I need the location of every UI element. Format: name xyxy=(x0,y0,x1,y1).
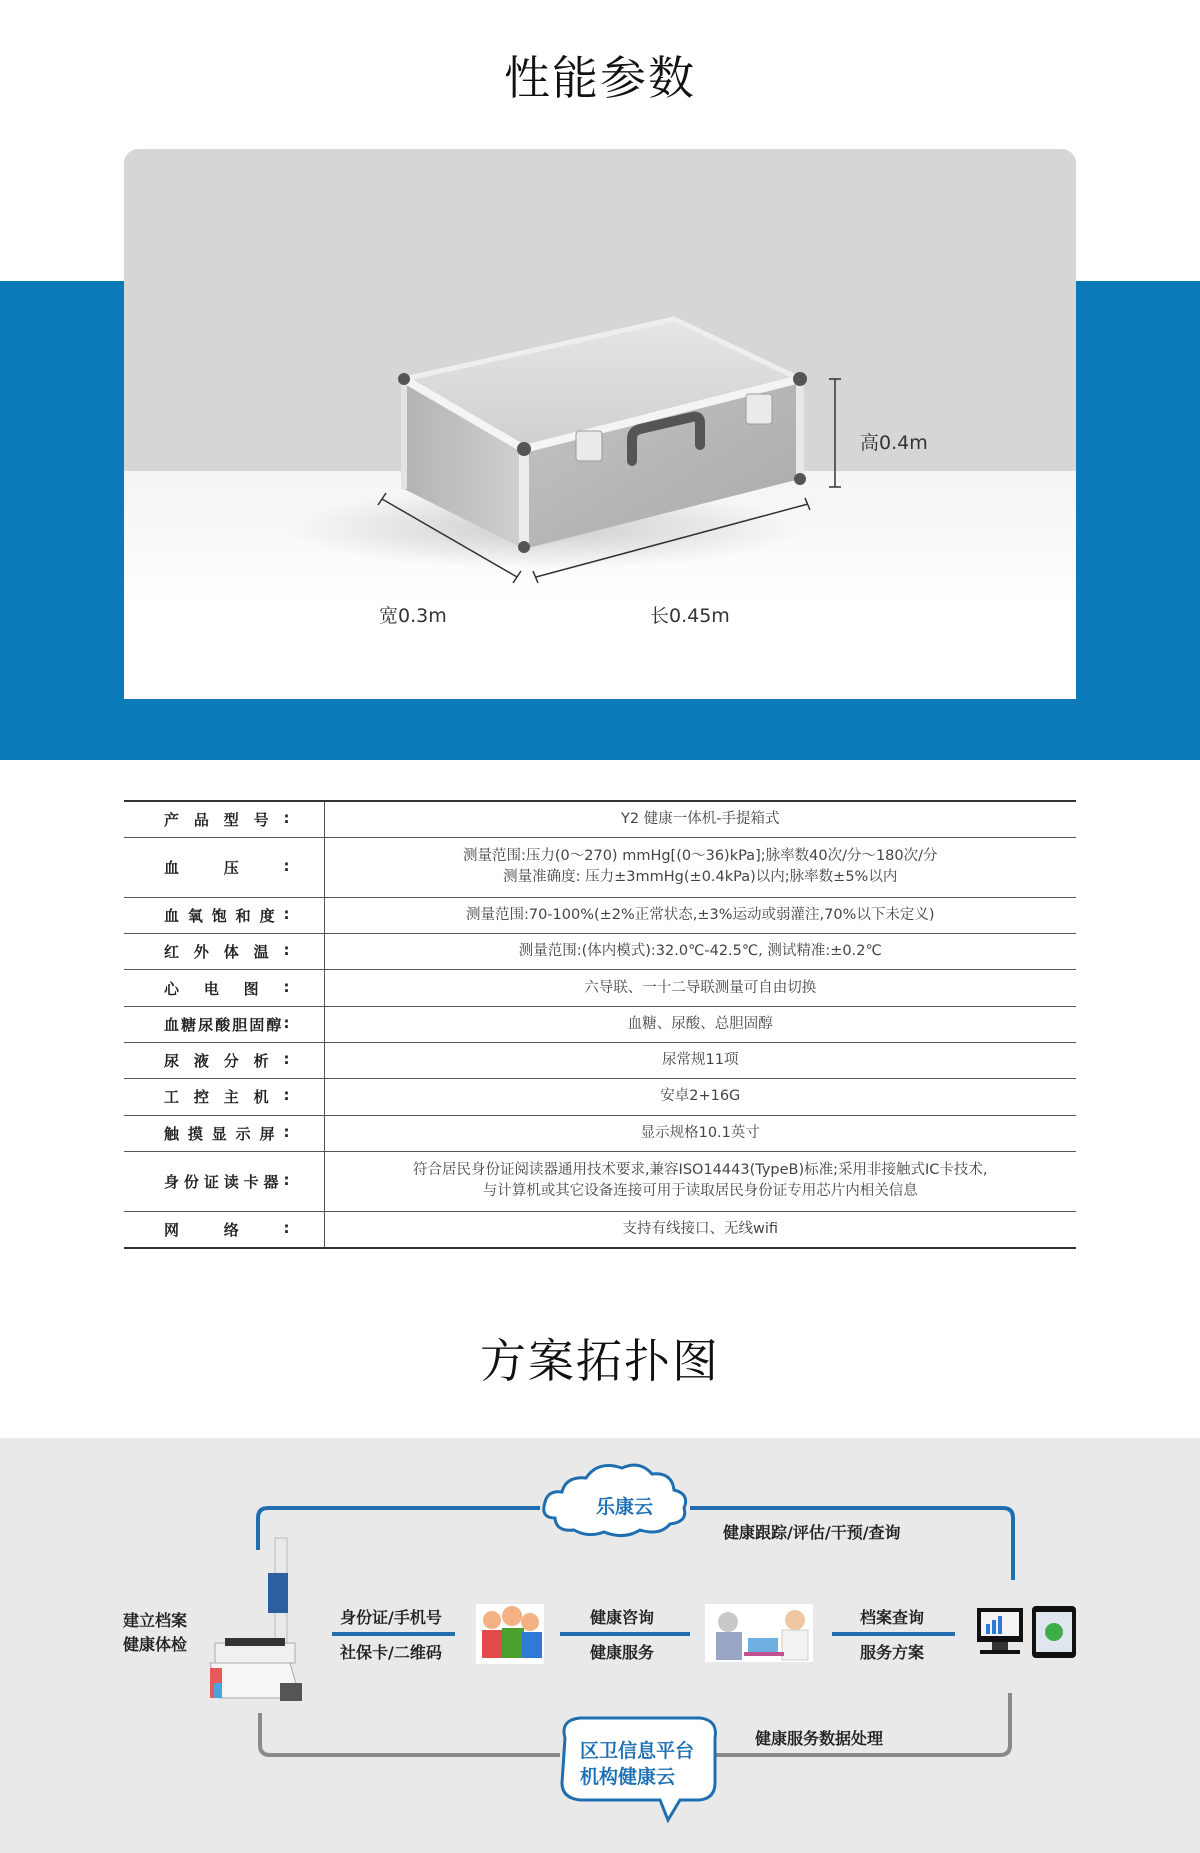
top-loop-line-right xyxy=(690,1508,1013,1580)
spec-value-line: 六导联、一十二导联测量可自由切换 xyxy=(584,979,817,996)
section-title-performance: 性能参数 xyxy=(504,51,696,105)
spec-value-line: 符合居民身份证阅读器通用技术要求,兼容ISO14443(TypeB)标准;采用非接触式IC卡技术, xyxy=(412,1162,988,1179)
bottom-right-label: 健康服务数据处理 xyxy=(755,1729,884,1748)
cloud-bottom-label-2: 机构健康云 xyxy=(580,1766,676,1788)
doctor-consult-icon xyxy=(705,1604,813,1662)
spec-value-line: 血糖、尿酸、总胆固醇 xyxy=(627,1015,773,1032)
spec-value xyxy=(324,1079,1076,1115)
spec-key xyxy=(124,1211,324,1247)
left-label-archive: 建立档案 xyxy=(123,1611,188,1630)
spec-key-text: 尿 液 分 析 : xyxy=(164,1050,290,1071)
spec-key-text: 血 压 : xyxy=(164,856,290,877)
width-dimension-label: 宽0.3m xyxy=(379,605,447,627)
spec-value xyxy=(324,837,1076,897)
spec-value-line: 显示规格10.1英寸 xyxy=(640,1124,760,1141)
left-label-checkup: 健康体检 xyxy=(123,1635,188,1654)
top-loop-line xyxy=(258,1508,540,1550)
spec-row xyxy=(124,897,1076,933)
spec-key xyxy=(124,934,324,970)
spec-value xyxy=(324,934,1076,970)
cloud-bottom-label-1: 区卫信息平台 xyxy=(580,1740,695,1762)
spec-key-text: 触 摸 显 示 屏 : xyxy=(164,1122,290,1143)
id-label-1: 身份证/手机号 xyxy=(340,1608,442,1627)
spec-value xyxy=(324,801,1076,837)
spec-value-line: 安卓2+16G xyxy=(660,1088,741,1105)
spec-key xyxy=(124,1079,324,1115)
spec-row xyxy=(124,934,1076,970)
spec-row xyxy=(124,1115,1076,1151)
spec-value-line: Y2 健康一体机-手提箱式 xyxy=(621,810,780,827)
spec-row xyxy=(124,1042,1076,1078)
length-dimension-label: 长0.45m xyxy=(650,605,730,627)
spec-key xyxy=(124,1042,324,1078)
suitcase-illustration xyxy=(124,149,1076,699)
consult-label-2: 健康服务 xyxy=(590,1643,655,1662)
spec-value xyxy=(324,897,1076,933)
spec-value-line: 支持有线接口、无线wifi xyxy=(622,1220,779,1237)
height-dimension-label: 高0.4m xyxy=(860,432,928,454)
spec-key-text: 身 份 证 读 卡 器 : xyxy=(164,1170,290,1191)
spec-key-text: 网 络 : xyxy=(164,1218,290,1239)
spec-key-text: 工 控 主 机 : xyxy=(164,1086,290,1107)
spec-value-line: 测量范围:压力(0～270) mmHg[(0～36)kPa];脉率数40次/分～180次/分 xyxy=(462,848,938,865)
spec-key-text: 血 氧 饱 和 度 : xyxy=(164,904,290,925)
top-right-label: 健康跟踪/评估/干预/查询 xyxy=(723,1523,901,1542)
spec-row xyxy=(124,970,1076,1006)
spec-key xyxy=(124,970,324,1006)
spec-value-line: 测量范围:70-100%(±2%正常状态,±3%运动或弱灌注,70%以下未定义) xyxy=(465,906,935,923)
spec-key-text: 血 糖 尿 酸 胆 固 醇 : xyxy=(164,1013,290,1034)
spec-row xyxy=(124,1006,1076,1042)
spec-key-text: 红 外 体 温 : xyxy=(164,941,290,962)
spec-value-line: 与计算机或其它设备连接可用于读取居民身份证专用芯片内相关信息 xyxy=(482,1183,918,1200)
product-photo-card xyxy=(124,149,1076,699)
spec-value xyxy=(324,1115,1076,1151)
archive-label-2: 服务方案 xyxy=(860,1643,925,1662)
spec-row xyxy=(124,1079,1076,1115)
id-label-2: 社保卡/二维码 xyxy=(340,1643,442,1662)
archive-label-1: 档案查询 xyxy=(860,1608,925,1627)
spec-key-text: 产 品 型 号 : xyxy=(164,808,290,829)
spec-value-line: 测量范围:(体内模式):32.0℃-42.5℃, 测试精准:±0.2℃ xyxy=(518,943,882,960)
spec-row xyxy=(124,1151,1076,1211)
family-icon xyxy=(476,1604,544,1664)
spec-key-text: 心 电 图 : xyxy=(164,977,290,998)
spec-key xyxy=(124,1115,324,1151)
spec-row xyxy=(124,1211,1076,1247)
cloud-top-label: 乐康云 xyxy=(596,1496,654,1518)
spec-value xyxy=(324,1006,1076,1042)
bottom-loop-line xyxy=(260,1713,560,1755)
section-title-topology: 方案拓扑图 xyxy=(480,1334,720,1388)
spec-value-line: 测量准确度: 压力±3mmHg(±0.4kPa)以内;脉率数±5%以内 xyxy=(503,869,898,886)
spec-key xyxy=(124,897,324,933)
computer-phone-icon xyxy=(977,1606,1076,1658)
spec-table xyxy=(124,800,1076,1249)
spec-row xyxy=(124,801,1076,837)
spec-value xyxy=(324,1151,1076,1211)
spec-key xyxy=(124,1006,324,1042)
kiosk-icon xyxy=(210,1538,302,1701)
consult-label-1: 健康咨询 xyxy=(590,1608,655,1627)
spec-value-line: 尿常规11项 xyxy=(662,1052,739,1069)
spec-value xyxy=(324,1042,1076,1078)
spec-key xyxy=(124,1151,324,1211)
spec-row xyxy=(124,837,1076,897)
spec-value xyxy=(324,970,1076,1006)
spec-key xyxy=(124,837,324,897)
spec-value xyxy=(324,1211,1076,1247)
spec-key xyxy=(124,801,324,837)
